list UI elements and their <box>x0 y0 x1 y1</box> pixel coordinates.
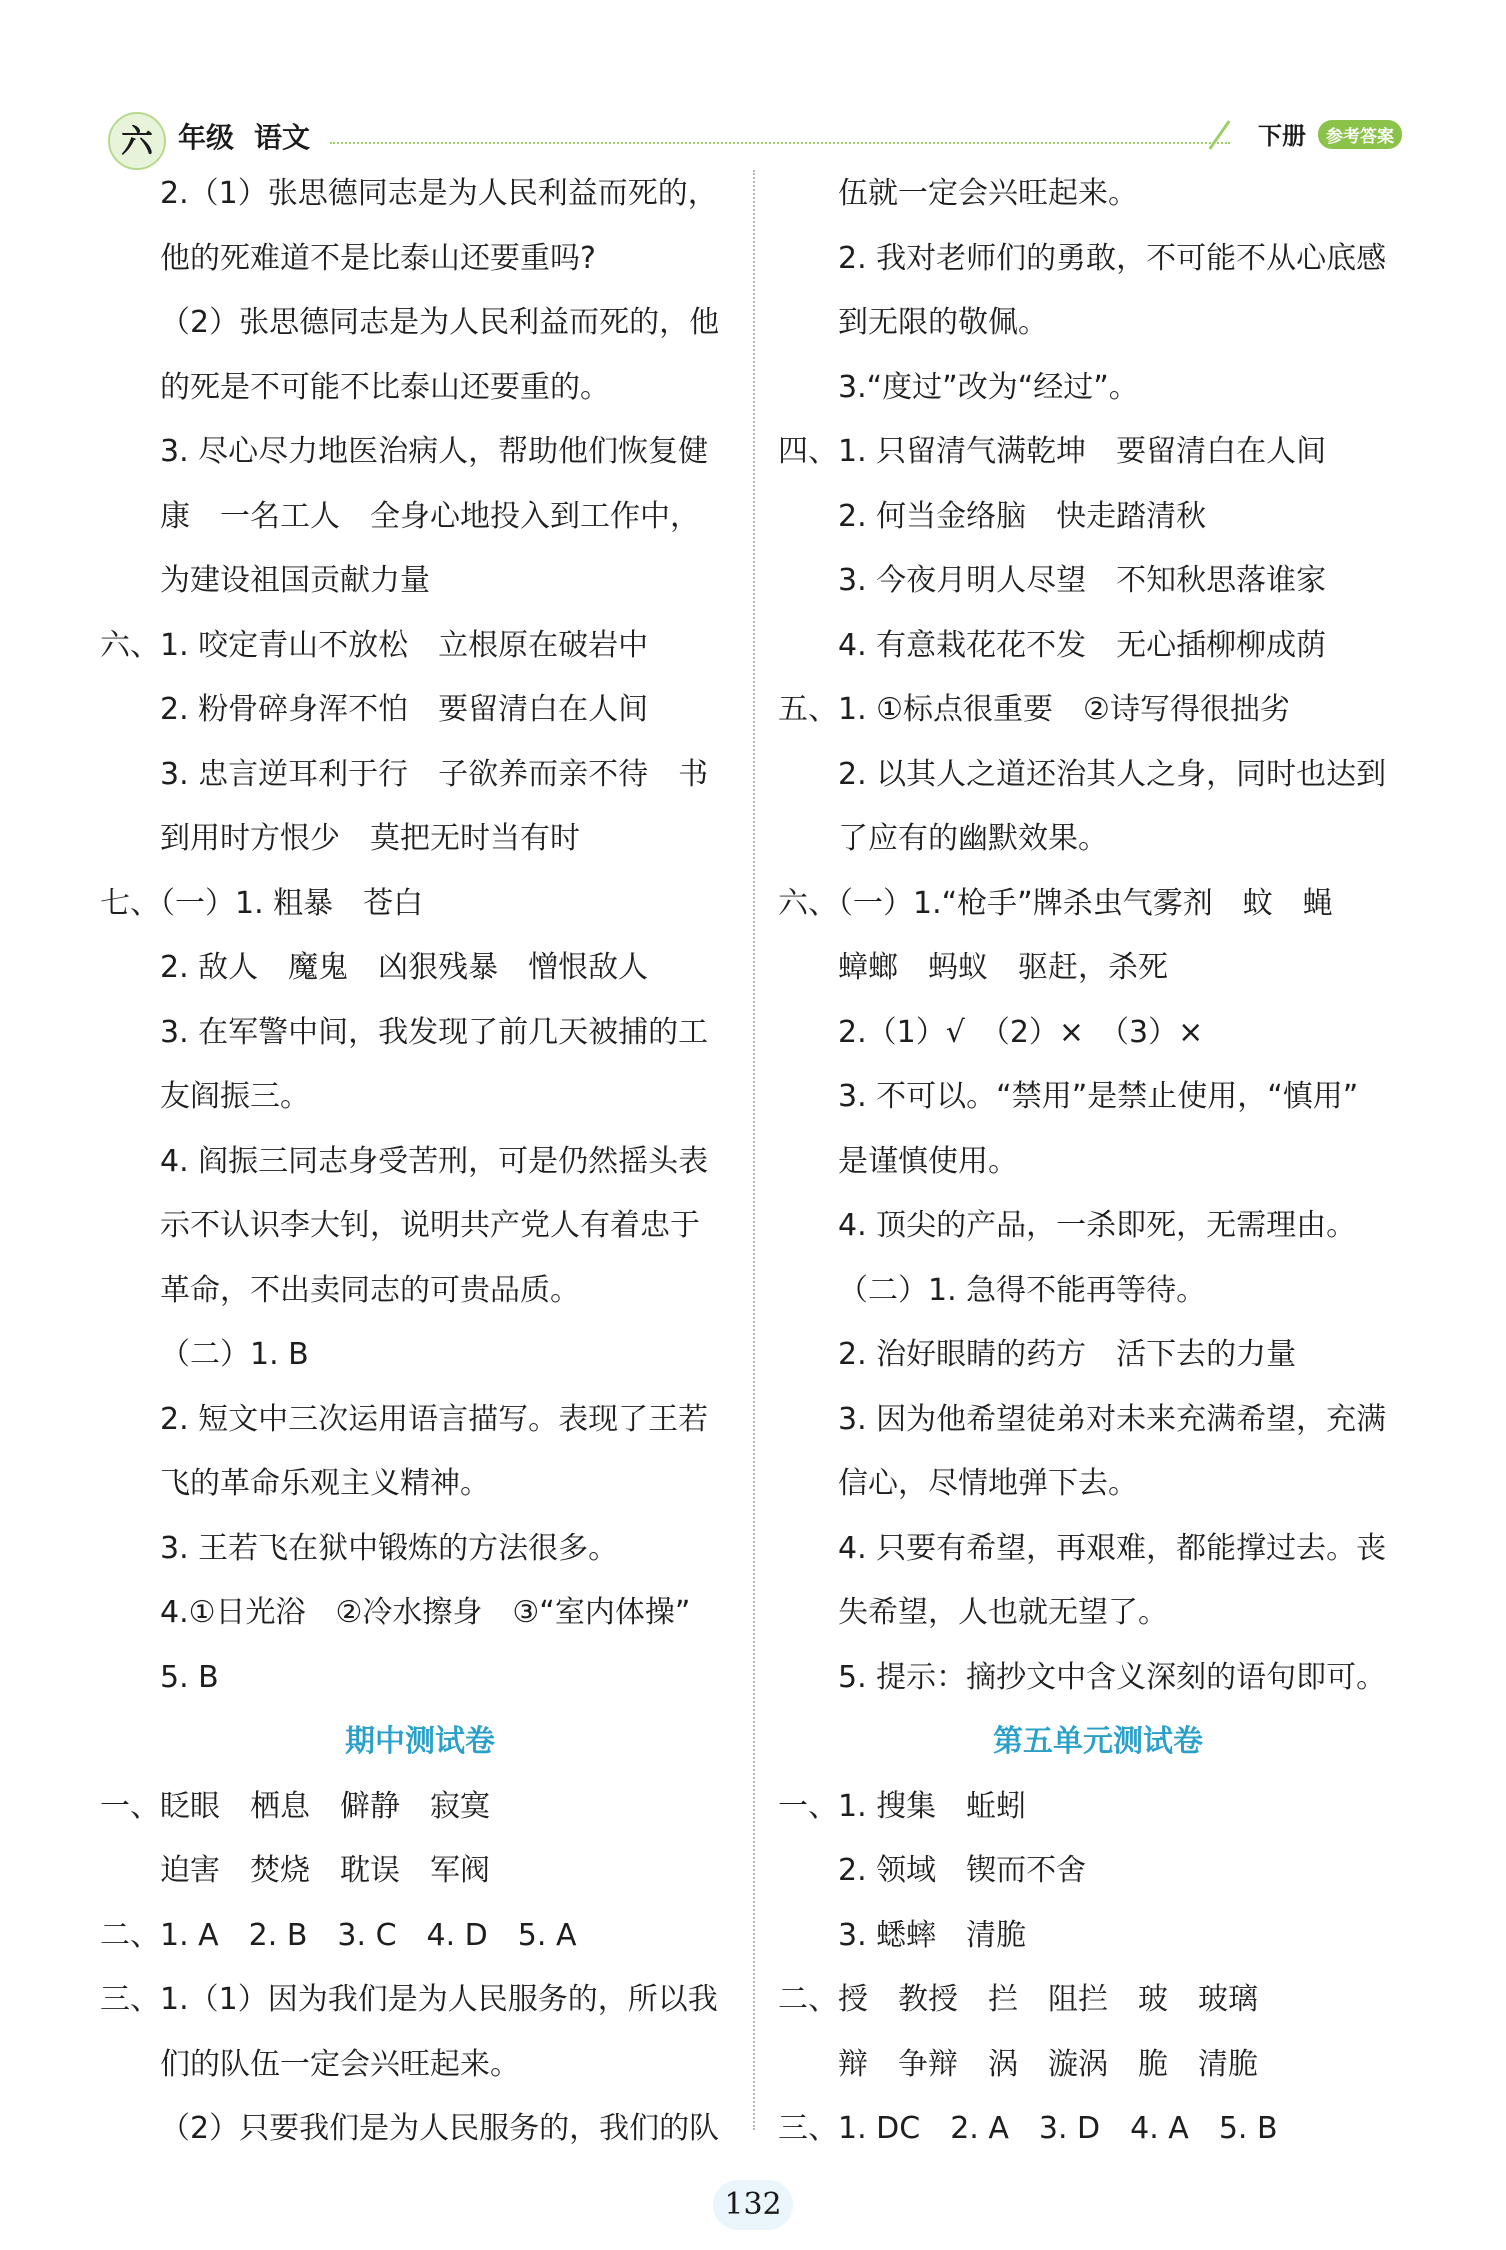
answer-line: 2. 敌人 魔鬼 凶狠残暴 憎恨敌人 <box>160 950 649 985</box>
answer-line: 二、授 教授 拦 阻拦 玻 玻璃 <box>778 1982 1258 2017</box>
left-column <box>100 162 740 2162</box>
answer-line: 3. 王若飞在狱中锻炼的方法很多。 <box>160 1530 619 1566</box>
answer-line: 3. 在军警中间，我发现了前几天被捕的工 <box>160 1014 709 1050</box>
answer-line: 三、1. DC 2. A 3. D 4. A 5. B <box>778 2111 1278 2146</box>
answer-line: 的死是不可能不比泰山还要重的。 <box>160 369 610 405</box>
answer-line: 5. B <box>160 1659 219 1695</box>
answer-line: 2. 我对老师们的勇敢，不可能不从心底感 <box>838 240 1387 276</box>
answer-line: 3.“度过”改为“经过”。 <box>838 369 1139 405</box>
column-divider <box>753 170 755 2130</box>
answer-line: 六、1. 咬定青山不放松 立根原在破岩中 <box>100 627 649 663</box>
subject-label: 语文 <box>254 121 311 154</box>
answer-line: 2. 何当金络脑 快走踏清秋 <box>838 498 1207 534</box>
answer-line: 三、1.（1）因为我们是为人民服务的，所以我 <box>100 1982 718 2017</box>
answer-line: 3. 今夜月明人尽望 不知秋思落谁家 <box>838 563 1327 598</box>
answer-line: 2. 以其人之道还治其人之身，同时也达到 <box>838 756 1387 792</box>
answer-line: 友阎振三。 <box>160 1079 310 1114</box>
section-title: 期中测试卷 <box>345 1724 495 1759</box>
answer-line: （二）1. 急得不能再等待。 <box>838 1272 1207 1308</box>
answer-line: 2. 治好眼睛的药方 活下去的力量 <box>838 1337 1297 1372</box>
answer-line: 六、（一）1.“枪手”牌杀虫气雾剂 蚊 蝇 <box>778 885 1333 921</box>
answer-line: （2）张思德同志是为人民利益而死的，他 <box>160 305 720 340</box>
answer-line: 4. 顶尖的产品，一杀即死，无需理由。 <box>838 1208 1357 1243</box>
header-rule <box>330 142 1230 144</box>
answer-line: 革命，不出卖同志的可贵品质。 <box>160 1272 580 1308</box>
answer-line: 示不认识李大钊，说明共产党人有着忠于 <box>160 1208 700 1243</box>
answer-badge: 参考答案 <box>1318 120 1402 149</box>
answer-line: 四、1. 只留清气满乾坤 要留清白在人间 <box>778 434 1327 469</box>
answer-line: 4. 有意栽花花不发 无心插柳柳成荫 <box>838 627 1327 663</box>
answer-line: 3. 蟋蟀 清脆 <box>838 1917 1027 1953</box>
answer-line: 4. 只要有希望，再艰难，都能撑过去。丧 <box>838 1530 1387 1566</box>
answer-line: 3. 因为他希望徒弟对未来充满希望，充满 <box>838 1401 1387 1437</box>
answer-line: 到无限的敬佩。 <box>838 305 1048 340</box>
answer-line: 2.（1）√ （2）× （3）× <box>838 1014 1204 1050</box>
answer-line: 五、1. ①标点很重要 ②诗写得很拙劣 <box>778 692 1290 727</box>
answer-line: 2. 粉骨碎身浑不怕 要留清白在人间 <box>160 692 649 727</box>
answer-line: 为建设祖国贡献力量 <box>160 563 430 598</box>
page-header <box>0 0 1506 170</box>
answer-line: 到用时方恨少 莫把无时当有时 <box>160 821 580 856</box>
answer-line: 2.（1）张思德同志是为人民利益而死的， <box>160 176 718 211</box>
answer-line: 迫害 焚烧 耽误 军阀 <box>160 1853 490 1888</box>
answer-line: 伍就一定会兴旺起来。 <box>838 176 1138 211</box>
answer-line: 们的队伍一定会兴旺起来。 <box>160 2046 520 2082</box>
answer-line: 他的死难道不是比泰山还要重吗? <box>160 240 596 276</box>
answer-line: 4.①日光浴 ②冷水擦身 ③“室内体操” <box>160 1595 691 1630</box>
answer-line: 2. 短文中三次运用语言描写。表现了王若 <box>160 1401 709 1437</box>
page-number: 132 <box>713 2180 793 2230</box>
answer-line: 二、1. A 2. B 3. C 4. D 5. A <box>100 1917 577 1953</box>
grade-badge: 六 <box>108 112 166 170</box>
grade-label: 年级 <box>178 121 235 154</box>
answer-line: 3. 尽心尽力地医治病人，帮助他们恢复健 <box>160 434 709 469</box>
answer-line: 3. 忠言逆耳利于行 子欲养而亲不待 书 <box>160 756 709 792</box>
answer-line: 一、1. 搜集 蚯蚓 <box>778 1788 1027 1824</box>
answer-line: 失希望，人也就无望了。 <box>838 1595 1168 1630</box>
answer-line: 康 一名工人 全身心地投入到工作中， <box>160 498 700 534</box>
right-column <box>778 162 1418 2162</box>
answer-line: 蟑螂 蚂蚁 驱赶，杀死 <box>838 950 1168 985</box>
answer-line: 一、眨眼 栖息 僻静 寂寞 <box>100 1788 490 1824</box>
answer-line: 4. 阎振三同志身受苦刑，可是仍然摇头表 <box>160 1143 709 1179</box>
answer-line: 了应有的幽默效果。 <box>838 821 1108 856</box>
answer-line: 信心，尽情地弹下去。 <box>838 1466 1138 1501</box>
answer-line: 是谨慎使用。 <box>838 1143 1018 1179</box>
header-slash <box>1209 120 1231 150</box>
answer-line: 3. 不可以。“禁用”是禁止使用，“慎用” <box>838 1079 1359 1114</box>
answer-line: 七、（一）1. 粗暴 苍白 <box>100 885 424 921</box>
answer-line: 2. 领域 锲而不舍 <box>838 1853 1087 1888</box>
section-title: 第五单元测试卷 <box>993 1724 1203 1759</box>
volume-label: 下册 <box>1258 122 1306 150</box>
answer-line: （2）只要我们是为人民服务的，我们的队 <box>160 2111 720 2146</box>
answer-line: 5. 提示：摘抄文中含义深刻的语句即可。 <box>838 1659 1387 1695</box>
answer-line: （二）1. B <box>160 1337 309 1372</box>
answer-line: 辩 争辩 涡 漩涡 脆 清脆 <box>838 2046 1258 2082</box>
answer-line: 飞的革命乐观主义精神。 <box>160 1466 490 1501</box>
